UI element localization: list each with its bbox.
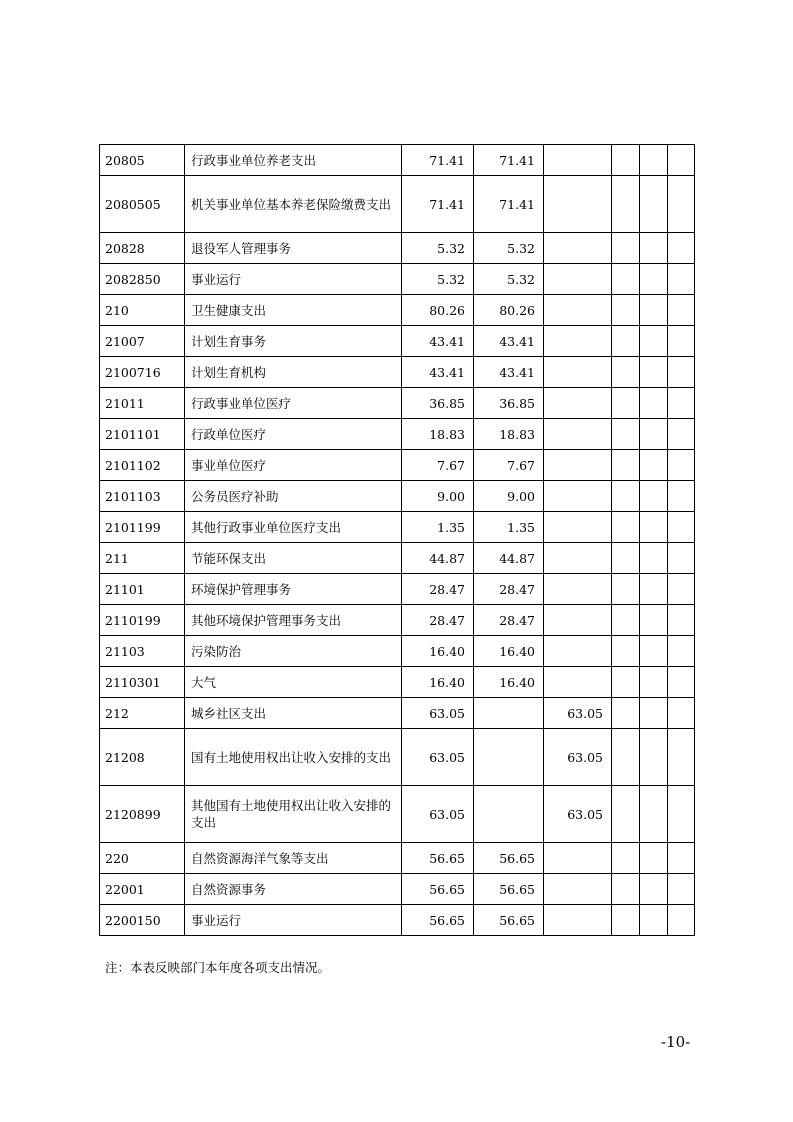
- total-cell: 7.67: [402, 450, 474, 481]
- empty-cell: [640, 357, 668, 388]
- total-cell: 80.26: [402, 295, 474, 326]
- table-row: [100, 357, 695, 388]
- table-row: [100, 874, 695, 905]
- basic-expenditure-cell: 71.41: [474, 176, 544, 233]
- basic-expenditure-cell: 16.40: [474, 667, 544, 698]
- project-expenditure-cell: [544, 145, 612, 176]
- table-row: [100, 786, 695, 843]
- subject-code-cell: 2101101: [100, 419, 185, 450]
- empty-cell: [668, 357, 695, 388]
- empty-cell: [640, 636, 668, 667]
- empty-cell: [668, 874, 695, 905]
- basic-expenditure-cell: 43.41: [474, 326, 544, 357]
- subject-code-cell: 220: [100, 843, 185, 874]
- empty-cell: [640, 176, 668, 233]
- basic-expenditure-cell: 71.41: [474, 145, 544, 176]
- project-expenditure-cell: [544, 543, 612, 574]
- empty-cell: [612, 698, 640, 729]
- project-expenditure-cell: [544, 481, 612, 512]
- total-cell: 16.40: [402, 636, 474, 667]
- subject-name-cell: 机关事业单位基本养老保险缴费支出: [185, 176, 402, 233]
- total-cell: 56.65: [402, 905, 474, 936]
- total-cell: 18.83: [402, 419, 474, 450]
- basic-expenditure-cell: 16.40: [474, 636, 544, 667]
- basic-expenditure-cell: 28.47: [474, 574, 544, 605]
- subject-name-cell: 其他环境保护管理事务支出: [185, 605, 402, 636]
- empty-cell: [640, 388, 668, 419]
- empty-cell: [612, 388, 640, 419]
- table-row: [100, 512, 695, 543]
- subject-name-cell: 公务员医疗补助: [185, 481, 402, 512]
- basic-expenditure-cell: 56.65: [474, 843, 544, 874]
- subject-name-cell: 行政单位医疗: [185, 419, 402, 450]
- subject-code-cell: 2110301: [100, 667, 185, 698]
- empty-cell: [612, 636, 640, 667]
- total-cell: 56.65: [402, 874, 474, 905]
- table-row: [100, 698, 695, 729]
- empty-cell: [612, 145, 640, 176]
- empty-cell: [640, 481, 668, 512]
- empty-cell: [668, 543, 695, 574]
- subject-name-cell: 计划生育事务: [185, 326, 402, 357]
- subject-name-cell: 事业运行: [185, 905, 402, 936]
- project-expenditure-cell: [544, 419, 612, 450]
- subject-code-cell: 22001: [100, 874, 185, 905]
- empty-cell: [612, 176, 640, 233]
- subject-name-cell: 其他行政事业单位医疗支出: [185, 512, 402, 543]
- table-row: [100, 843, 695, 874]
- basic-expenditure-cell: 7.67: [474, 450, 544, 481]
- total-cell: 1.35: [402, 512, 474, 543]
- subject-code-cell: 21007: [100, 326, 185, 357]
- table-note: 注：本表反映部门本年度各项支出情况。: [105, 960, 331, 975]
- basic-expenditure-cell: 28.47: [474, 605, 544, 636]
- empty-cell: [640, 729, 668, 786]
- empty-cell: [640, 233, 668, 264]
- table-row: [100, 543, 695, 574]
- table-row: [100, 574, 695, 605]
- subject-name-cell: 大气: [185, 667, 402, 698]
- project-expenditure-cell: 63.05: [544, 729, 612, 786]
- empty-cell: [668, 419, 695, 450]
- table-row: [100, 419, 695, 450]
- total-cell: 28.47: [402, 574, 474, 605]
- total-cell: 28.47: [402, 605, 474, 636]
- empty-cell: [640, 698, 668, 729]
- basic-expenditure-cell: [474, 786, 544, 843]
- subject-name-cell: 事业单位医疗: [185, 450, 402, 481]
- table-row: [100, 905, 695, 936]
- empty-cell: [640, 574, 668, 605]
- empty-cell: [668, 698, 695, 729]
- project-expenditure-cell: [544, 905, 612, 936]
- subject-code-cell: 212: [100, 698, 185, 729]
- basic-expenditure-cell: 5.32: [474, 264, 544, 295]
- total-cell: 43.41: [402, 357, 474, 388]
- empty-cell: [640, 667, 668, 698]
- project-expenditure-cell: [544, 512, 612, 543]
- total-cell: 63.05: [402, 729, 474, 786]
- subject-code-cell: 21208: [100, 729, 185, 786]
- subject-code-cell: 2100716: [100, 357, 185, 388]
- empty-cell: [612, 481, 640, 512]
- project-expenditure-cell: [544, 667, 612, 698]
- empty-cell: [612, 786, 640, 843]
- empty-cell: [640, 419, 668, 450]
- total-cell: 5.32: [402, 233, 474, 264]
- subject-code-cell: 2080505: [100, 176, 185, 233]
- basic-expenditure-cell: 44.87: [474, 543, 544, 574]
- empty-cell: [612, 264, 640, 295]
- project-expenditure-cell: [544, 843, 612, 874]
- page-number: -10-: [661, 1033, 691, 1051]
- empty-cell: [612, 605, 640, 636]
- total-cell: 56.65: [402, 843, 474, 874]
- subject-code-cell: 21103: [100, 636, 185, 667]
- empty-cell: [668, 481, 695, 512]
- subject-name-cell: 事业运行: [185, 264, 402, 295]
- subject-code-cell: 2082850: [100, 264, 185, 295]
- total-cell: 36.85: [402, 388, 474, 419]
- project-expenditure-cell: [544, 874, 612, 905]
- project-expenditure-cell: [544, 605, 612, 636]
- project-expenditure-cell: [544, 357, 612, 388]
- table-row: [100, 667, 695, 698]
- empty-cell: [640, 512, 668, 543]
- empty-cell: [640, 543, 668, 574]
- subject-name-cell: 其他国有土地使用权出让收入安排的支出: [185, 786, 402, 843]
- subject-name-cell: 自然资源海洋气象等支出: [185, 843, 402, 874]
- basic-expenditure-cell: 1.35: [474, 512, 544, 543]
- table-row: [100, 326, 695, 357]
- subject-name-cell: 国有土地使用权出让收入安排的支出: [185, 729, 402, 786]
- table-row: [100, 450, 695, 481]
- empty-cell: [668, 729, 695, 786]
- table-row: [100, 264, 695, 295]
- empty-cell: [612, 295, 640, 326]
- empty-cell: [640, 450, 668, 481]
- table-row: [100, 729, 695, 786]
- empty-cell: [612, 574, 640, 605]
- empty-cell: [640, 874, 668, 905]
- basic-expenditure-cell: 56.65: [474, 874, 544, 905]
- subject-code-cell: 21101: [100, 574, 185, 605]
- basic-expenditure-cell: 80.26: [474, 295, 544, 326]
- total-cell: 71.41: [402, 176, 474, 233]
- project-expenditure-cell: [544, 176, 612, 233]
- total-cell: 71.41: [402, 145, 474, 176]
- subject-code-cell: 2101103: [100, 481, 185, 512]
- basic-expenditure-cell: [474, 729, 544, 786]
- project-expenditure-cell: 63.05: [544, 698, 612, 729]
- subject-code-cell: 20828: [100, 233, 185, 264]
- empty-cell: [612, 450, 640, 481]
- empty-cell: [640, 264, 668, 295]
- subject-name-cell: 卫生健康支出: [185, 295, 402, 326]
- empty-cell: [612, 233, 640, 264]
- empty-cell: [612, 419, 640, 450]
- empty-cell: [640, 295, 668, 326]
- project-expenditure-cell: [544, 388, 612, 419]
- subject-name-cell: 城乡社区支出: [185, 698, 402, 729]
- subject-name-cell: 计划生育机构: [185, 357, 402, 388]
- subject-code-cell: 20805: [100, 145, 185, 176]
- basic-expenditure-cell: 36.85: [474, 388, 544, 419]
- total-cell: 63.05: [402, 786, 474, 843]
- empty-cell: [640, 905, 668, 936]
- subject-code-cell: 2120899: [100, 786, 185, 843]
- subject-name-cell: 退役军人管理事务: [185, 233, 402, 264]
- empty-cell: [612, 905, 640, 936]
- table-row: [100, 481, 695, 512]
- project-expenditure-cell: 63.05: [544, 786, 612, 843]
- empty-cell: [668, 264, 695, 295]
- empty-cell: [668, 786, 695, 843]
- total-cell: 63.05: [402, 698, 474, 729]
- empty-cell: [668, 843, 695, 874]
- total-cell: 9.00: [402, 481, 474, 512]
- subject-code-cell: 210: [100, 295, 185, 326]
- empty-cell: [668, 605, 695, 636]
- empty-cell: [612, 357, 640, 388]
- empty-cell: [612, 667, 640, 698]
- total-cell: 5.32: [402, 264, 474, 295]
- empty-cell: [668, 667, 695, 698]
- empty-cell: [640, 326, 668, 357]
- subject-code-cell: 21011: [100, 388, 185, 419]
- project-expenditure-cell: [544, 450, 612, 481]
- empty-cell: [668, 295, 695, 326]
- empty-cell: [668, 905, 695, 936]
- project-expenditure-cell: [544, 574, 612, 605]
- empty-cell: [668, 636, 695, 667]
- subject-code-cell: 2101102: [100, 450, 185, 481]
- basic-expenditure-cell: 56.65: [474, 905, 544, 936]
- basic-expenditure-cell: [474, 698, 544, 729]
- subject-name-cell: 节能环保支出: [185, 543, 402, 574]
- empty-cell: [640, 786, 668, 843]
- project-expenditure-cell: [544, 233, 612, 264]
- empty-cell: [668, 512, 695, 543]
- subject-name-cell: 自然资源事务: [185, 874, 402, 905]
- empty-cell: [668, 574, 695, 605]
- empty-cell: [640, 145, 668, 176]
- table-row: [100, 295, 695, 326]
- subject-code-cell: 2110199: [100, 605, 185, 636]
- empty-cell: [668, 145, 695, 176]
- empty-cell: [668, 176, 695, 233]
- table-row: [100, 233, 695, 264]
- subject-code-cell: 2101199: [100, 512, 185, 543]
- empty-cell: [668, 388, 695, 419]
- table-row: [100, 145, 695, 176]
- table-row: [100, 176, 695, 233]
- project-expenditure-cell: [544, 636, 612, 667]
- total-cell: 16.40: [402, 667, 474, 698]
- empty-cell: [668, 233, 695, 264]
- subject-name-cell: 污染防治: [185, 636, 402, 667]
- empty-cell: [612, 843, 640, 874]
- empty-cell: [640, 843, 668, 874]
- subject-name-cell: 行政事业单位养老支出: [185, 145, 402, 176]
- empty-cell: [612, 326, 640, 357]
- table-body: [100, 145, 695, 936]
- basic-expenditure-cell: 5.32: [474, 233, 544, 264]
- empty-cell: [612, 512, 640, 543]
- empty-cell: [668, 326, 695, 357]
- table-row: [100, 388, 695, 419]
- empty-cell: [640, 605, 668, 636]
- subject-name-cell: 行政事业单位医疗: [185, 388, 402, 419]
- subject-name-cell: 环境保护管理事务: [185, 574, 402, 605]
- project-expenditure-cell: [544, 295, 612, 326]
- empty-cell: [668, 450, 695, 481]
- basic-expenditure-cell: 18.83: [474, 419, 544, 450]
- subject-code-cell: 211: [100, 543, 185, 574]
- basic-expenditure-cell: 9.00: [474, 481, 544, 512]
- expenditure-table: [99, 144, 695, 936]
- project-expenditure-cell: [544, 264, 612, 295]
- table-row: [100, 636, 695, 667]
- table-row: [100, 605, 695, 636]
- empty-cell: [612, 874, 640, 905]
- empty-cell: [612, 729, 640, 786]
- basic-expenditure-cell: 43.41: [474, 357, 544, 388]
- project-expenditure-cell: [544, 326, 612, 357]
- total-cell: 44.87: [402, 543, 474, 574]
- subject-code-cell: 2200150: [100, 905, 185, 936]
- total-cell: 43.41: [402, 326, 474, 357]
- empty-cell: [612, 543, 640, 574]
